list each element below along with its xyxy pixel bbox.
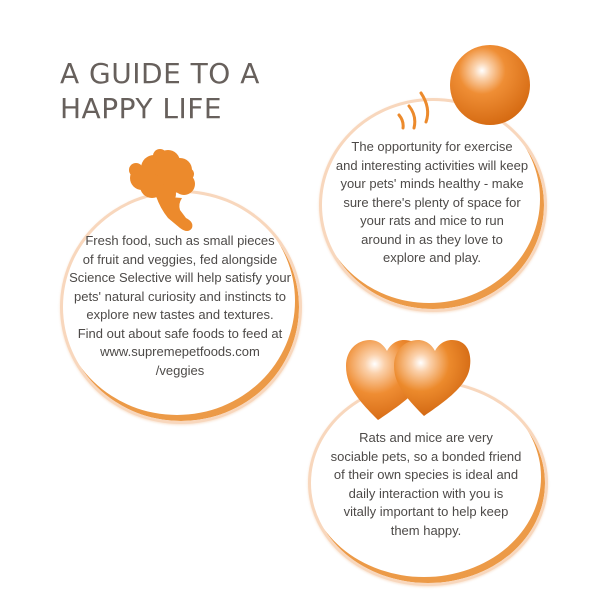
exercise-line: your pets' minds healthy - make — [340, 176, 524, 191]
bouncing-ball-icon — [440, 44, 540, 134]
motion-lines-icon — [395, 88, 445, 138]
broccoli-icon — [122, 148, 222, 238]
food-link: www.supremepetfoods.com — [100, 344, 260, 359]
food-line: of fruit and veggies, fed alongside — [82, 251, 278, 267]
social-line: them happy. — [390, 522, 462, 538]
food-line: explore new tastes and textures. — [86, 307, 274, 322]
food-line: Science Selective will help satisfy your — [69, 270, 291, 285]
two-hearts-icon — [344, 336, 472, 426]
food-line: Find out about safe foods to feed at — [77, 325, 283, 341]
exercise-line: and interesting activities will keep — [335, 157, 529, 173]
exercise-line: explore and play. — [382, 250, 482, 265]
exercise-line: The opportunity for exercise — [351, 139, 513, 154]
title-line-2: HAPPY LIFE — [60, 92, 223, 125]
social-line: daily interaction with you is — [348, 485, 504, 501]
social-text — [308, 429, 544, 540]
food-link: /veggies — [155, 362, 205, 378]
food-line: pets' natural curiosity and instincts to — [73, 288, 287, 304]
food-line: Fresh food, such as small pieces — [85, 233, 275, 248]
social-line: Rats and mice are very — [359, 430, 493, 445]
title-line-1: A GUIDE TO A — [60, 57, 260, 90]
exercise-line: around in as they love to — [361, 231, 503, 247]
social-line: of their own species is ideal and — [333, 467, 519, 482]
page-title — [60, 56, 260, 126]
exercise-line: sure there's plenty of space for — [343, 194, 521, 210]
exercise-line: your rats and mice to run — [360, 213, 504, 228]
food-text — [58, 232, 302, 380]
exercise-text — [319, 138, 545, 268]
social-line: sociable pets, so a bonded friend — [330, 448, 522, 464]
social-line: vitally important to help keep — [343, 504, 509, 519]
